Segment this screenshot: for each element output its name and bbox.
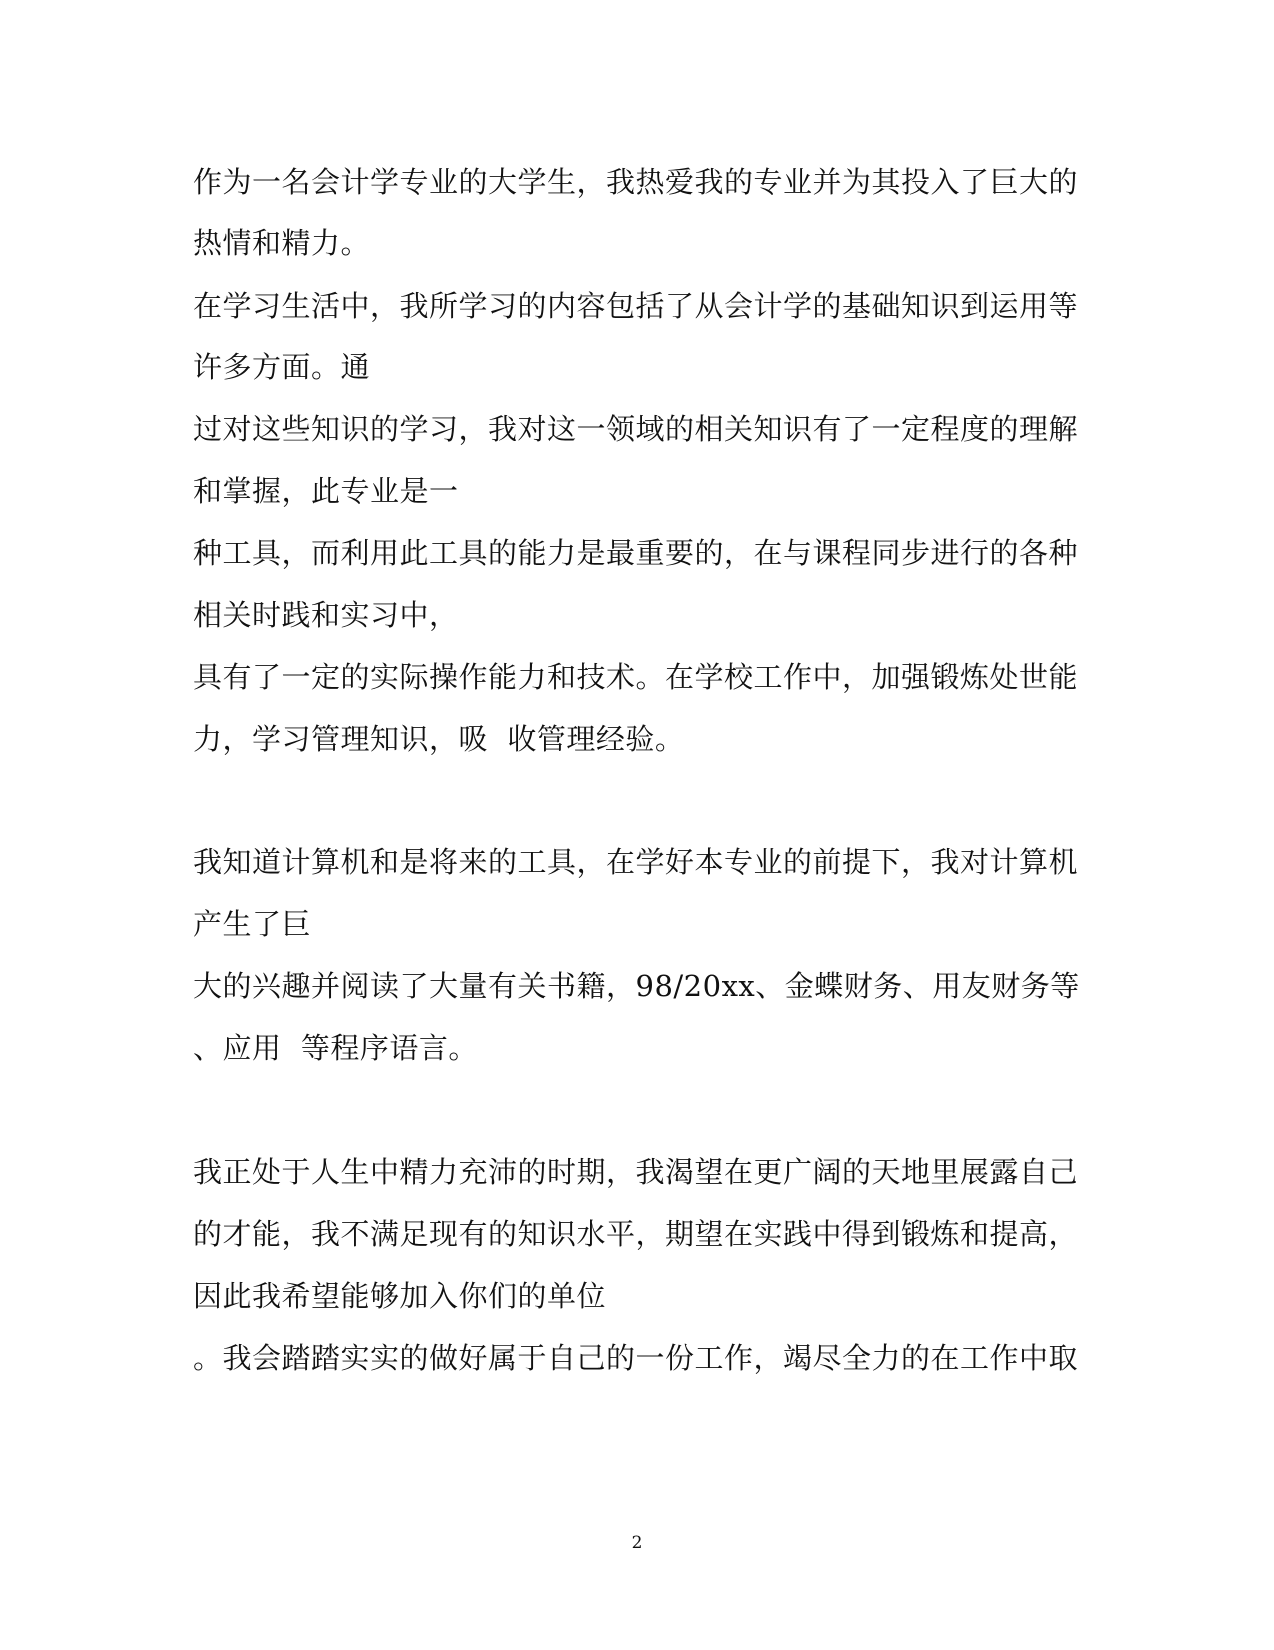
text-line: 在学习生活中，我所学习的内容包括了从会计学的基础知识到运用等 — [193, 289, 1079, 323]
page-number: 2 — [631, 1533, 643, 1553]
text-line: 热情和精力。 — [193, 226, 371, 260]
text-line: 因此我希望能够加入你们的单位 — [193, 1279, 607, 1313]
text-line: 力，学习管理知识，吸 收管理经验。 — [193, 722, 685, 756]
text-line: 相关时践和实习中， — [193, 598, 459, 632]
text-line: 过对这些知识的学习，我对这一领域的相关知识有了一定程度的理解 — [193, 412, 1079, 446]
text-line: 、应用 等程序语言。 — [193, 1031, 478, 1065]
text-line: 的才能，我不满足现有的知识水平，期望在实践中得到锻炼和提高， — [193, 1217, 1079, 1251]
text-line: 种工具，而利用此工具的能力是最重要的，在与课程同步进行的各种 — [193, 536, 1079, 570]
text-line: 我知道计算机和是将来的工具，在学好本专业的前提下，我对计算机 — [193, 845, 1079, 879]
text-line: 产生了巨 — [193, 907, 312, 941]
text-line: 。我会踏踏实实的做好属于自己的一份工作，竭尽全力的在工作中取 — [193, 1341, 1079, 1375]
text-line: 我正处于人生中精力充沛的时期，我渴望在更广阔的天地里展露自己 — [193, 1155, 1079, 1189]
text-line: 具有了一定的实际操作能力和技术。在学校工作中，加强锻炼处世能 — [193, 660, 1079, 694]
text-line: 许多方面。通 — [193, 350, 371, 384]
text-line: 作为一名会计学专业的大学生，我热爱我的专业并为其投入了巨大的 — [193, 165, 1079, 199]
text-line: 大的兴趣并阅读了大量有关书籍，98/20xx、金蝶财务、用友财务等 — [193, 969, 1080, 1003]
text-line: 和掌握，此专业是一 — [193, 474, 459, 508]
